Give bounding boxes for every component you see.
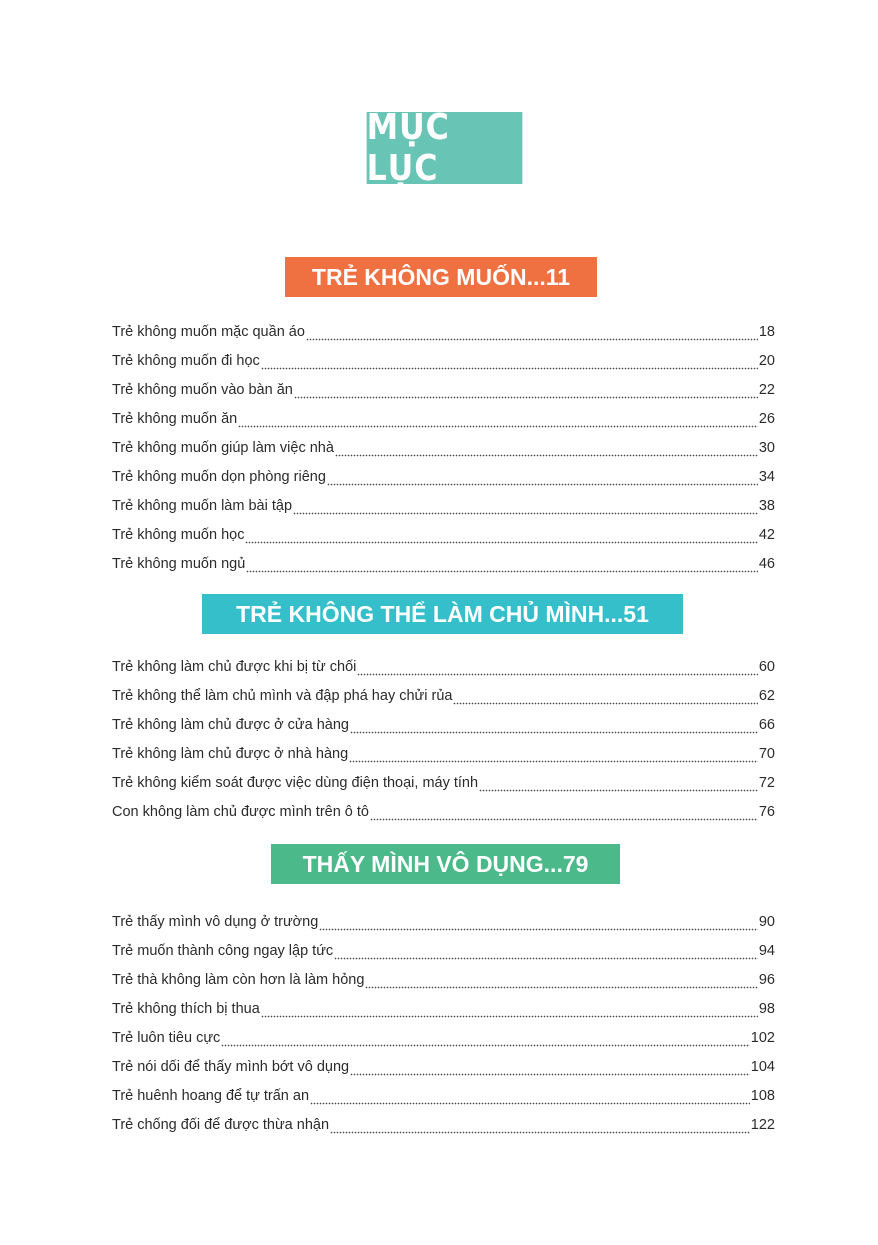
toc-entry-page: 104: [750, 1058, 775, 1075]
toc-entry: [112, 1023, 775, 1052]
dot-leader: [350, 1062, 750, 1076]
dot-leader: [365, 975, 757, 989]
toc-entry: [112, 462, 775, 491]
toc-entry-page: 122: [750, 1116, 775, 1133]
toc-entry-title: Trẻ luôn tiêu cực: [112, 1029, 221, 1046]
toc-list: [112, 652, 775, 826]
toc-entry-page: 70: [758, 745, 775, 762]
toc-entry-title: Trẻ không muốn vào bàn ăn: [112, 381, 293, 398]
dot-leader: [335, 443, 758, 457]
dot-leader: [349, 749, 758, 763]
dot-leader: [479, 778, 758, 792]
toc-entry-page: 66: [758, 716, 775, 733]
toc-entry: [112, 710, 775, 739]
toc-entry-page: 62: [758, 687, 775, 704]
toc-entry-title: Trẻ chống đối để được thừa nhận: [112, 1116, 330, 1133]
toc-entry: [112, 549, 775, 578]
toc-entry-page: 22: [758, 381, 775, 398]
toc-entry-page: 46: [758, 555, 775, 572]
dot-leader: [261, 1004, 758, 1018]
section-heading: THẤY MÌNH VÔ DỤNG...79: [271, 844, 620, 884]
toc-entry-title: Trẻ không muốn mặc quần áo: [112, 323, 305, 340]
toc-entry: [112, 681, 775, 710]
toc-entry: [112, 1110, 775, 1139]
toc-entry-title: Trẻ không làm chủ được ở cửa hàng: [112, 716, 349, 733]
dot-leader: [238, 414, 758, 428]
toc-entry: [112, 404, 775, 433]
dot-leader: [294, 385, 758, 399]
toc-entry-page: 96: [758, 971, 775, 988]
toc-entry: [112, 317, 775, 346]
toc-entry: [112, 652, 775, 681]
dot-leader: [221, 1033, 750, 1047]
dot-leader: [350, 720, 758, 734]
section-heading: TRẺ KHÔNG MUỐN...11: [285, 257, 597, 297]
toc-entry-title: Trẻ không kiểm soát được việc dùng điện thoại, máy tính: [112, 774, 479, 791]
toc-entry: [112, 797, 775, 826]
toc-entry-page: 42: [758, 526, 775, 543]
toc-entry-title: Trẻ nói dối để thấy mình bớt vô dụng: [112, 1058, 350, 1075]
toc-entry-title: Trẻ không thích bị thua: [112, 1000, 260, 1017]
toc-entry: [112, 375, 775, 404]
dot-leader: [327, 472, 758, 486]
dot-leader: [330, 1120, 750, 1134]
toc-entry-page: 98: [758, 1000, 775, 1017]
toc-entry: [112, 346, 775, 375]
toc-entry: [112, 433, 775, 462]
dot-leader: [306, 327, 758, 341]
toc-entry-page: 90: [758, 913, 775, 930]
page-title: MỤC LỤC: [367, 112, 523, 184]
toc-entry-title: Trẻ không muốn làm bài tập: [112, 497, 293, 514]
toc-entry-page: 20: [758, 352, 775, 369]
toc-entry-title: Trẻ muốn thành công ngay lập tức: [112, 942, 334, 959]
dot-leader: [370, 807, 758, 821]
toc-entry-title: Trẻ thấy mình vô dụng ở trường: [112, 913, 319, 930]
section-heading: TRẺ KHÔNG THỂ LÀM CHỦ MÌNH...51: [202, 594, 683, 634]
toc-entry-page: 108: [750, 1087, 775, 1104]
dot-leader: [357, 662, 757, 676]
toc-entry: [112, 994, 775, 1023]
dot-leader: [293, 501, 758, 515]
dot-leader: [261, 356, 758, 370]
toc-entry-title: Trẻ không muốn học: [112, 526, 245, 543]
dot-leader: [453, 691, 757, 705]
toc-entry: [112, 739, 775, 768]
toc-entry: [112, 1081, 775, 1110]
dot-leader: [334, 946, 758, 960]
toc-entry: [112, 965, 775, 994]
toc-list: [112, 907, 775, 1139]
toc-entry-page: 72: [758, 774, 775, 791]
toc-entry-title: Trẻ thà không làm còn hơn là làm hỏng: [112, 971, 365, 988]
toc-entry-title: Trẻ không làm chủ được khi bị từ chối: [112, 658, 357, 675]
toc-entry-title: Trẻ không muốn đi học: [112, 352, 260, 369]
dot-leader: [310, 1091, 750, 1105]
toc-entry-title: Con không làm chủ được mình trên ô tô: [112, 803, 369, 820]
toc-entry-page: 102: [750, 1029, 775, 1046]
toc-entry-title: Trẻ không muốn ăn: [112, 410, 238, 427]
toc-entry: [112, 520, 775, 549]
toc-entry-title: Trẻ không thể làm chủ mình và đập phá hay chửi rủa: [112, 687, 453, 704]
dot-leader: [319, 917, 758, 931]
toc-entry: [112, 936, 775, 965]
toc-entry-page: 30: [758, 439, 775, 456]
toc-entry: [112, 491, 775, 520]
toc-entry-page: 38: [758, 497, 775, 514]
toc-entry-title: Trẻ không muốn dọn phòng riêng: [112, 468, 326, 485]
toc-entry-page: 94: [758, 942, 775, 959]
toc-entry-page: 34: [758, 468, 775, 485]
toc-entry-page: 26: [758, 410, 775, 427]
toc-entry: [112, 768, 775, 797]
toc-entry-title: Trẻ huênh hoang để tự trấn an: [112, 1087, 310, 1104]
toc-entry-page: 60: [758, 658, 775, 675]
toc-entry-title: Trẻ không làm chủ được ở nhà hàng: [112, 745, 349, 762]
toc-entry: [112, 1052, 775, 1081]
dot-leader: [246, 559, 758, 573]
toc-entry-title: Trẻ không muốn giúp làm việc nhà: [112, 439, 334, 456]
toc-entry-title: Trẻ không muốn ngủ: [112, 555, 246, 572]
toc-entry-page: 18: [758, 323, 775, 340]
toc-entry: [112, 907, 775, 936]
dot-leader: [245, 530, 757, 544]
toc-list: [112, 317, 775, 578]
toc-entry-page: 76: [758, 803, 775, 820]
